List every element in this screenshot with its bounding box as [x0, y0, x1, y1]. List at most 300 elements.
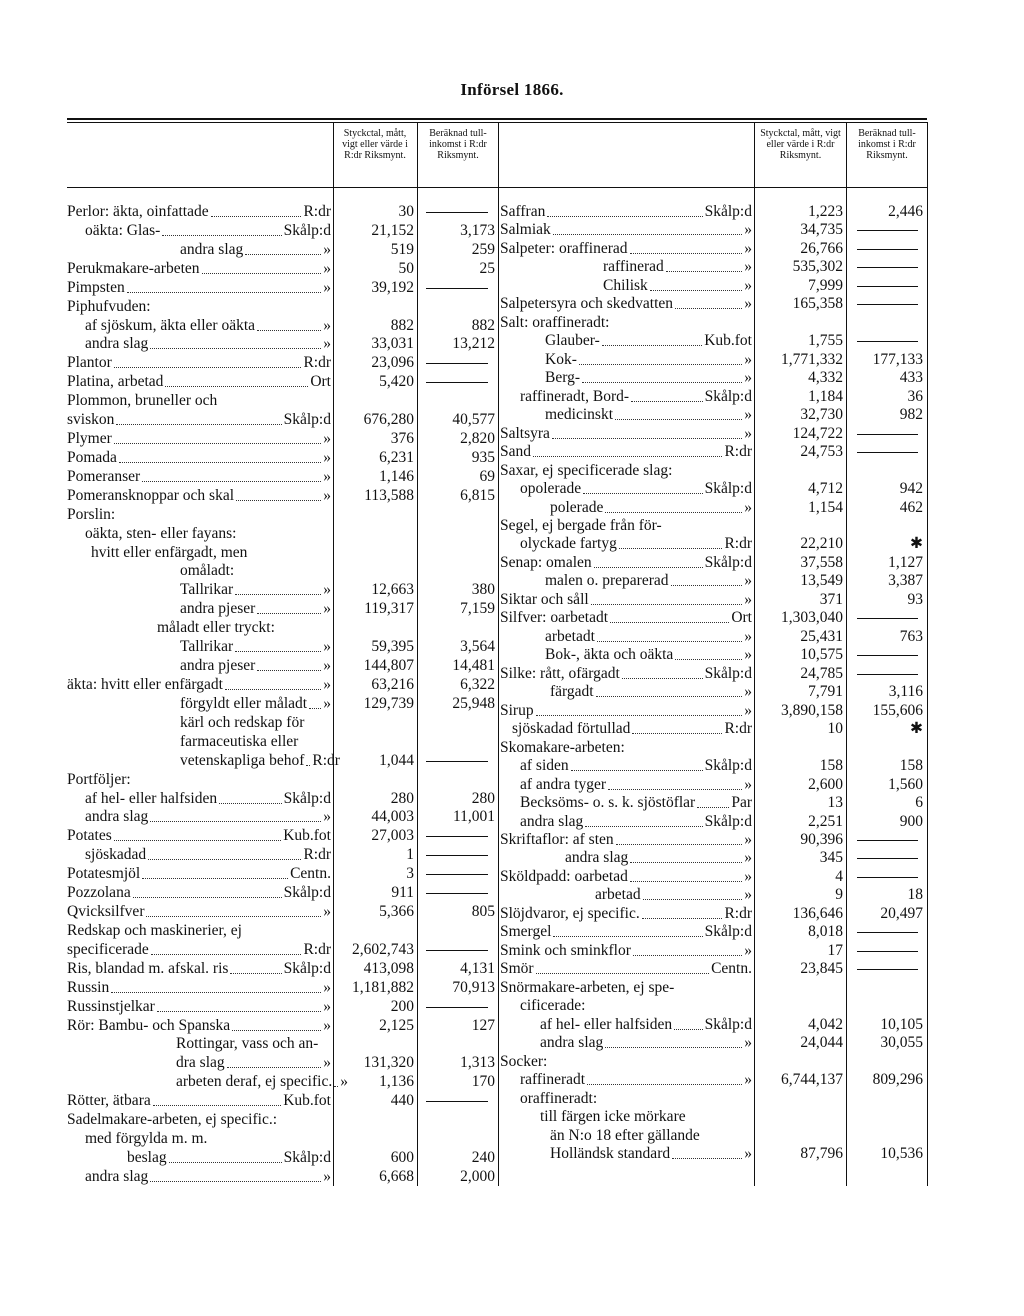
unit-label: »	[323, 317, 331, 334]
unit-label: Skålp:d	[704, 923, 752, 940]
item-name: vetenskapliga behof	[180, 752, 305, 769]
item-name: Sand	[500, 443, 531, 460]
table-row	[0, 738, 1024, 758]
quantity-value: 4,712	[808, 480, 843, 497]
duty-value: 20,497	[880, 905, 923, 922]
unit-label: »	[744, 646, 752, 663]
item-name: Russin	[67, 979, 110, 996]
duty-value: 3,116	[888, 683, 923, 700]
quantity-value: 345	[819, 849, 843, 866]
item-name: Chilisk	[603, 277, 648, 294]
item-name: medicinskt	[545, 406, 614, 423]
duty-value: 763	[899, 628, 923, 645]
unit-label: »	[744, 868, 752, 885]
item-name: raffineradt	[520, 1071, 586, 1088]
item-label	[550, 1144, 752, 1164]
leader-dots	[610, 621, 729, 623]
table-row	[0, 571, 1024, 591]
item-name: Skriftaflor: af sten	[500, 831, 614, 848]
unit-label: »	[323, 581, 331, 598]
item-label	[500, 442, 752, 462]
unit-label: »	[744, 776, 752, 793]
leader-dots	[619, 547, 723, 549]
unit-label: »	[323, 808, 331, 825]
quantity-value: 676,280	[363, 411, 414, 428]
item-label	[500, 516, 752, 536]
quantity-value: 280	[390, 790, 414, 807]
item-name: olyckade fartyg	[520, 535, 617, 552]
leader-dots	[571, 769, 703, 771]
leader-dots	[579, 363, 742, 365]
table-row	[0, 812, 1024, 832]
item-label	[520, 812, 752, 832]
duty-value: 2,820	[460, 430, 495, 447]
unit-label: Skålp:d	[704, 757, 752, 774]
item-name: Kok-	[545, 351, 577, 368]
quantity-value: 5,420	[379, 373, 414, 390]
unit-label: »	[323, 979, 331, 996]
quantity-value: 24,044	[800, 1034, 843, 1051]
unit-label: »	[323, 676, 331, 693]
quantity-value: 23,845	[800, 960, 843, 977]
quantity-value: 1,181,882	[352, 979, 414, 996]
unit-label: »	[323, 1054, 331, 1071]
unit-label: Skålp:d	[704, 388, 752, 405]
unit-label: Skålp:d	[704, 1016, 752, 1033]
item-label	[520, 996, 752, 1016]
leader-dots	[587, 1083, 742, 1085]
quantity-value: 7,791	[808, 683, 843, 700]
unit-label: »	[323, 600, 331, 617]
duty-value: 170	[471, 1073, 495, 1090]
table-row	[0, 1144, 1024, 1164]
quantity-value: 129,739	[363, 695, 414, 712]
quantity-value: 32,730	[800, 406, 843, 423]
table-row	[0, 479, 1024, 499]
unit-label: Skålp:d	[283, 884, 331, 901]
unit-label: R:dr	[303, 354, 331, 371]
unit-label: Kub.fot	[283, 1092, 331, 1109]
item-name: Pomeransknoppar och skal	[67, 487, 235, 504]
quantity-value: 519	[390, 241, 414, 258]
unit-label: »	[744, 221, 752, 238]
item-label	[545, 645, 752, 665]
table-row	[0, 534, 1024, 554]
quantity-value: 1,755	[808, 332, 843, 349]
unit-label: Skålp:d	[283, 960, 331, 977]
quantity-value: 12,663	[371, 581, 414, 598]
item-label	[550, 498, 752, 518]
unit-label: Skålp:d	[704, 203, 752, 220]
quantity-value: 2,125	[379, 1017, 414, 1034]
unit-label: Kub.fot	[704, 332, 752, 349]
item-name: af hel- eller halfsiden	[540, 1016, 673, 1033]
leader-dots	[632, 732, 722, 734]
item-name: Qvicksilfver	[67, 903, 145, 920]
empty-dash	[857, 932, 918, 933]
duty-value: ✱	[910, 535, 923, 552]
empty-dash	[857, 267, 918, 268]
duty-value: 158	[899, 757, 923, 774]
item-label	[85, 1167, 331, 1187]
unit-label: »	[323, 657, 331, 674]
unit-label: »	[323, 1168, 331, 1185]
empty-dash	[857, 304, 918, 305]
unit-label: »	[744, 849, 752, 866]
unit-label: Ort	[731, 609, 752, 626]
table-row	[0, 498, 1024, 518]
item-label	[520, 793, 752, 813]
duty-value: 69	[479, 468, 495, 485]
empty-dash	[857, 230, 918, 231]
unit-label: »	[744, 1034, 752, 1051]
duty-value: 10,105	[880, 1016, 923, 1033]
quantity-value: 50	[398, 260, 414, 277]
empty-dash	[857, 969, 918, 970]
quantity-value: 10,575	[800, 646, 843, 663]
duty-value: 14,481	[452, 657, 495, 674]
empty-dash	[857, 249, 918, 250]
item-name: andra slag	[520, 813, 584, 830]
duty-value: ✱	[910, 720, 923, 737]
unit-label: »	[744, 628, 752, 645]
item-name: Berg-	[545, 369, 581, 386]
unit-label: R:dr	[724, 720, 752, 737]
header-quantity-right: Styckctal, mått, vigt eller värde i R:dr Riksmynt.	[760, 128, 841, 161]
leader-dots	[536, 714, 743, 716]
leader-dots	[675, 307, 742, 309]
header-rule	[67, 187, 927, 188]
quantity-value: 5,366	[379, 903, 414, 920]
item-name: än N:o 18 efter gällande	[550, 1127, 700, 1144]
leader-dots	[597, 640, 742, 642]
table-row	[0, 664, 1024, 684]
duty-value: 280	[471, 790, 495, 807]
item-label	[520, 534, 752, 554]
item-name: Pomeranser	[67, 468, 141, 485]
leader-dots	[622, 677, 703, 679]
table-row	[0, 1089, 1024, 1109]
leader-dots	[553, 233, 742, 235]
leader-dots	[615, 418, 742, 420]
duty-value: 18	[907, 886, 923, 903]
leader-dots	[675, 658, 742, 660]
leader-dots	[583, 492, 703, 494]
duty-value: 10,536	[880, 1145, 923, 1162]
leader-dots	[553, 935, 702, 937]
table-row	[0, 1107, 1024, 1127]
item-label	[500, 867, 752, 887]
item-label	[500, 461, 752, 481]
unit-label: »	[323, 335, 331, 352]
duty-value: 127	[471, 1017, 495, 1034]
table-row	[0, 682, 1024, 702]
item-label	[520, 479, 752, 499]
unit-label: Skålp:d	[704, 480, 752, 497]
top-rule-thin	[67, 122, 927, 123]
item-label	[520, 756, 752, 776]
item-label	[500, 220, 752, 240]
unit-label: Centn.	[290, 865, 331, 882]
unit-label: »	[744, 1145, 752, 1162]
duty-value: 3,564	[460, 638, 495, 655]
table-row	[0, 922, 1024, 942]
unit-label: Skålp:d	[283, 790, 331, 807]
item-label	[520, 1089, 752, 1109]
item-label	[545, 331, 752, 351]
item-label	[520, 1070, 752, 1090]
item-label	[500, 424, 752, 444]
duty-value: 900	[899, 813, 923, 830]
item-name: Silke: rått, ofärgadt	[500, 665, 620, 682]
item-label	[540, 1107, 752, 1127]
item-label	[500, 239, 752, 259]
duty-value: 4,131	[460, 960, 495, 977]
item-name: Socker:	[500, 1053, 548, 1070]
item-name: oäkta, sten- eller fayans:	[85, 525, 237, 542]
item-name: Salpeter: oraffinerad	[500, 240, 628, 257]
item-name: äkta: hvitt eller enfärgadt	[67, 676, 223, 693]
item-name: Pomada	[67, 449, 117, 466]
quantity-value: 113,588	[364, 487, 414, 504]
unit-label: Skålp:d	[283, 1149, 331, 1166]
quantity-value: 33,031	[371, 335, 414, 352]
duty-value: 1,127	[888, 554, 923, 571]
unit-label: R:dr	[312, 752, 340, 769]
empty-dash	[857, 877, 918, 878]
leader-dots	[643, 898, 743, 900]
leader-dots	[630, 861, 742, 863]
item-label	[500, 701, 752, 721]
unit-label: »	[323, 695, 331, 712]
item-name: arbetad	[595, 886, 641, 903]
item-name: Portföljer:	[67, 771, 131, 788]
table-row	[0, 996, 1024, 1016]
duty-value: 7,159	[460, 600, 495, 617]
quantity-value: 911	[391, 884, 414, 901]
leader-dots	[633, 954, 742, 956]
table-row	[0, 701, 1024, 721]
leader-dots	[582, 381, 742, 383]
quantity-value: 7,999	[808, 277, 843, 294]
table-row	[0, 904, 1024, 924]
unit-label: »	[744, 942, 752, 959]
item-name: specificerade	[67, 941, 149, 958]
item-name: af andra tyger	[520, 776, 607, 793]
table-row	[0, 202, 1024, 222]
item-name: Salmiak	[500, 221, 551, 238]
item-name: Platina, arbetad	[67, 373, 164, 390]
item-label	[500, 941, 752, 961]
item-name: Pimpsten	[67, 279, 125, 296]
item-name: förgyldt eller måladt	[180, 695, 308, 712]
leader-dots	[547, 215, 702, 217]
item-name: Rör: Bambu- och Spanska	[67, 1017, 231, 1034]
duty-value: 935	[471, 449, 495, 466]
item-name: Piphufvuden:	[67, 298, 151, 315]
quantity-value: 63,216	[371, 676, 414, 693]
item-name: andra slag	[540, 1034, 604, 1051]
duty-value: 6	[915, 794, 923, 811]
item-name: Holländsk standard	[550, 1145, 671, 1162]
table-row	[0, 553, 1024, 573]
leader-dots	[602, 344, 702, 346]
item-label	[500, 202, 752, 222]
item-name: färgadt	[550, 683, 594, 700]
item-label	[520, 387, 752, 407]
quantity-value: 1,303,040	[781, 609, 843, 626]
table-row	[0, 276, 1024, 296]
unit-label: »	[323, 449, 331, 466]
item-name: andra pjeser	[180, 600, 256, 617]
quantity-value: 4,332	[808, 369, 843, 386]
table-row	[0, 461, 1024, 481]
unit-label: »	[744, 277, 752, 294]
duty-value: 1,560	[888, 776, 923, 793]
item-label	[500, 608, 752, 628]
unit-label: »	[744, 1071, 752, 1088]
table-row	[0, 793, 1024, 813]
duty-value: 433	[899, 369, 923, 386]
unit-label: Ort	[310, 373, 331, 390]
table-row	[0, 885, 1024, 905]
empty-dash	[857, 452, 918, 453]
quantity-value: 136,646	[792, 905, 843, 922]
item-name: Smink och sminkflor	[500, 942, 631, 959]
item-name: Plantor	[67, 354, 112, 371]
quantity-value: 882	[390, 317, 414, 334]
item-label	[500, 830, 752, 850]
unit-label: Skålp:d	[704, 554, 752, 571]
duty-value: 6,322	[460, 676, 495, 693]
table-row	[0, 1033, 1024, 1053]
item-name: andra slag	[85, 808, 149, 825]
item-name: sviskon	[67, 411, 115, 428]
duty-value: 177,133	[872, 351, 923, 368]
duty-value: 13,212	[452, 335, 495, 352]
duty-value: 3,387	[888, 572, 923, 589]
table-row	[0, 978, 1024, 998]
unit-label: »	[340, 1073, 348, 1090]
item-name: kärl och redskap för	[180, 714, 305, 731]
item-name: med förgylda m. m.	[85, 1130, 208, 1147]
quantity-value: 2,602,743	[352, 941, 414, 958]
item-name: raffineradt, Bord-	[520, 388, 630, 405]
empty-dash	[857, 286, 918, 287]
quantity-value: 26,766	[800, 240, 843, 257]
leader-dots	[536, 972, 710, 974]
table-row	[0, 959, 1024, 979]
duty-value: 259	[471, 241, 495, 258]
item-name: Senap: omalen	[500, 554, 592, 571]
item-name: Salpetersyra och skedvatten	[500, 295, 674, 312]
item-name: beslag	[127, 1149, 167, 1166]
item-name: Plymer	[67, 430, 112, 447]
leader-dots	[585, 825, 702, 827]
item-label	[603, 257, 752, 277]
item-label	[500, 904, 752, 924]
unit-label: R:dr	[724, 535, 752, 552]
unit-label: Skålp:d	[704, 665, 752, 682]
item-name: polerade	[550, 499, 604, 516]
quantity-value: 3	[406, 865, 414, 882]
unit-label: »	[323, 260, 331, 277]
table-row	[0, 867, 1024, 887]
duty-value: 2,446	[888, 203, 923, 220]
quantity-value: 6,668	[379, 1168, 414, 1185]
item-label	[565, 848, 752, 868]
table-row	[0, 313, 1024, 333]
item-name: opolerade	[520, 480, 582, 497]
quantity-value: 1,184	[808, 388, 843, 405]
item-label	[500, 294, 752, 314]
item-name: sjöskadad	[85, 846, 147, 863]
item-name: Glauber-	[545, 332, 600, 349]
table-row	[0, 1070, 1024, 1090]
unit-label: Skålp:d	[283, 411, 331, 428]
item-label	[550, 682, 752, 702]
item-name: hvitt eller enfärgadt, men	[91, 544, 248, 561]
table-row	[0, 405, 1024, 425]
item-name: Slöjdvaror, ej specific.	[500, 905, 640, 922]
item-name: arbeten deraf, ej specific.	[176, 1073, 333, 1090]
duty-value: 25	[479, 260, 495, 277]
duty-value: 93	[907, 591, 923, 608]
item-name: sjöskadad förtullad	[512, 720, 631, 737]
quantity-value: 371	[819, 591, 843, 608]
empty-dash	[857, 434, 918, 435]
table-row	[0, 590, 1024, 610]
unit-label: »	[744, 499, 752, 516]
unit-label: »	[323, 279, 331, 296]
leader-dots	[666, 270, 742, 272]
item-name: malen o. preparerad	[545, 572, 669, 589]
quantity-value: 44,003	[371, 808, 414, 825]
leader-dots	[631, 400, 703, 402]
unit-label: Centn.	[711, 960, 752, 977]
duty-value: 70,913	[452, 979, 495, 996]
quantity-value: 90,396	[800, 831, 843, 848]
item-label	[545, 368, 752, 388]
item-name: andra slag	[565, 849, 629, 866]
empty-dash	[857, 341, 918, 342]
item-label	[595, 885, 752, 905]
unit-label: »	[744, 425, 752, 442]
quantity-value: 24,753	[800, 443, 843, 460]
table-row	[0, 331, 1024, 351]
empty-dash	[857, 951, 918, 952]
quantity-value: 59,395	[371, 638, 414, 655]
quantity-value: 30	[398, 203, 414, 220]
duty-value: 982	[899, 406, 923, 423]
item-name: Skomakare-arbeten:	[500, 739, 625, 756]
leader-dots	[150, 1180, 321, 1182]
unit-label: R:dr	[724, 905, 752, 922]
table-row	[0, 608, 1024, 628]
duty-value: 30,055	[880, 1034, 923, 1051]
leader-dots	[616, 843, 743, 845]
table-row	[0, 756, 1024, 776]
item-name: Redskap och maskinerier, ej	[67, 922, 242, 939]
quantity-value: 10	[827, 720, 843, 737]
quantity-value: 27,003	[371, 827, 414, 844]
quantity-value: 9	[835, 886, 843, 903]
quantity-value: 4	[835, 868, 843, 885]
item-name: Smör	[500, 960, 534, 977]
quantity-value: 376	[390, 430, 414, 447]
item-label	[500, 959, 752, 979]
unit-label: R:dr	[303, 846, 331, 863]
